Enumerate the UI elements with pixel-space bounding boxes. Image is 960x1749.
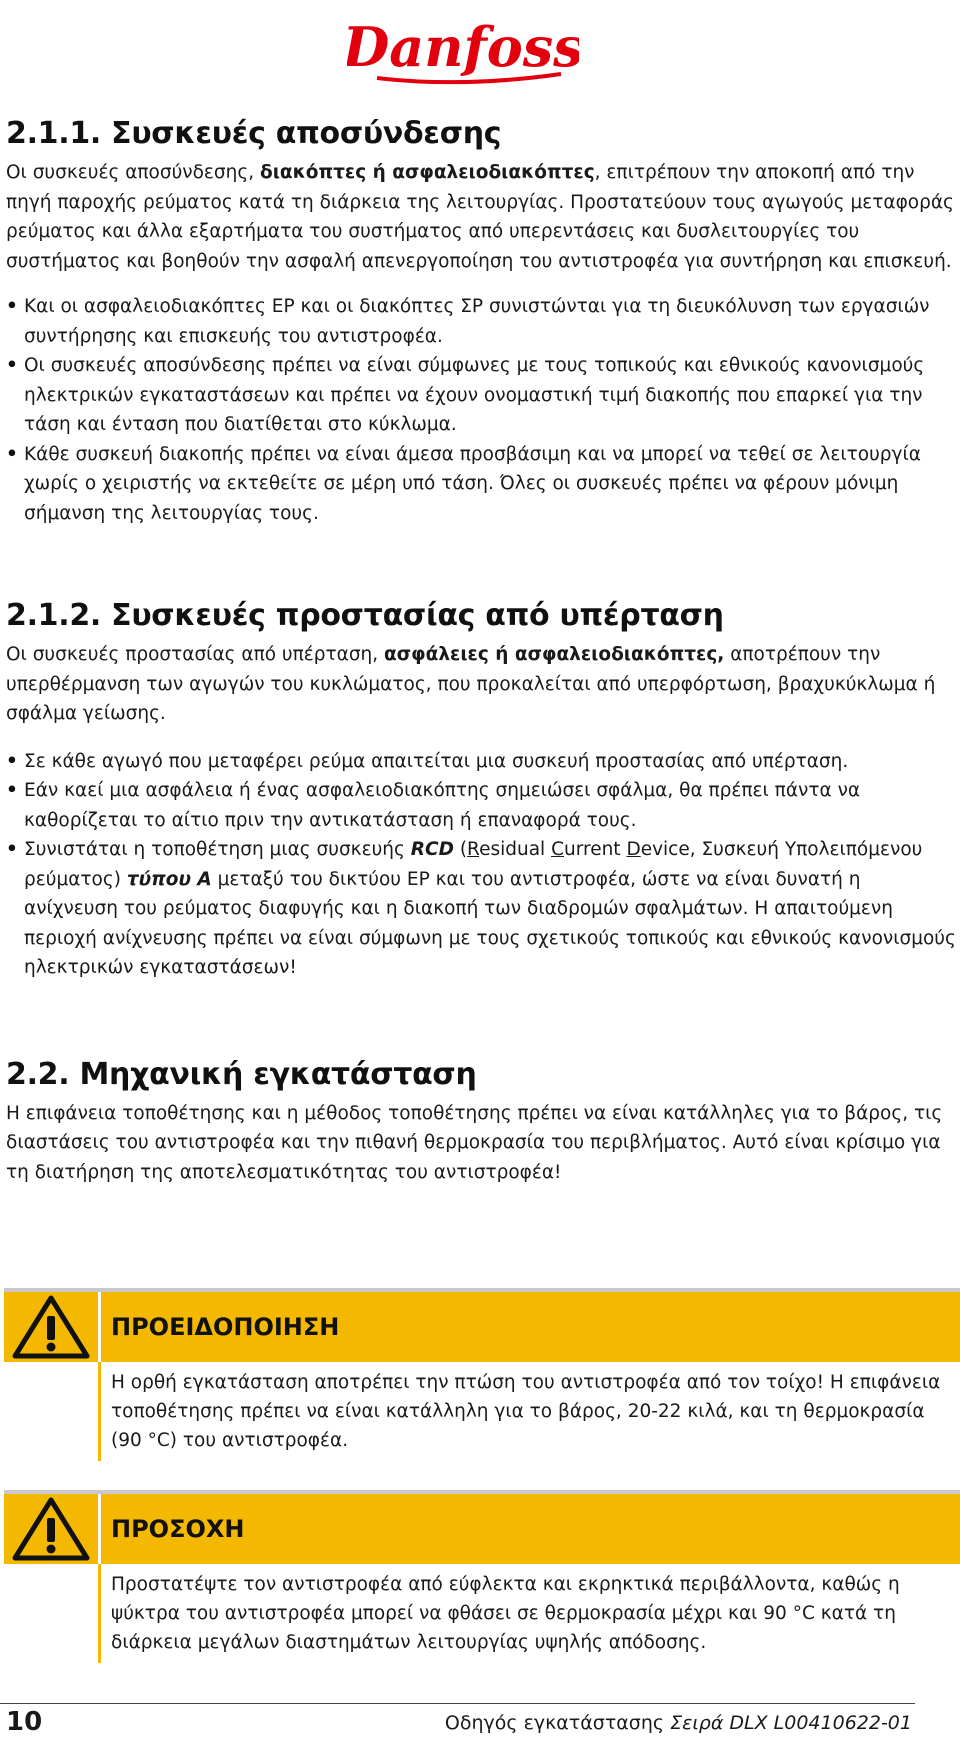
warning-body (4, 1362, 960, 1461)
underlined-letter: R (467, 839, 480, 860)
caution-title: ΠΡΟΣΟΧΗ (111, 1515, 245, 1543)
section-mechanical-installation (6, 1057, 956, 1188)
text: μεταξύ του δικτύου ΕΡ και του αντιστροφέα, ώστε να είναι δυνατή η ανίχνευση του ρεύματος διαφυγής και η διακοπή των διαδρομών σφαλμάτων. Η απαιτούμενη περιοχή ανίχνευσης πρέπει να είναι σύμφωνη με τους σχετικούς τοπικούς και εθνικούς κανονισμούς ηλεκτρικών εγκαταστάσεων! (24, 868, 956, 978)
list-item (6, 835, 956, 983)
text: urrent (564, 839, 627, 860)
list-item: • Και οι ασφαλειοδιακόπτες ΕΡ και οι διακόπτες ΣΡ συνιστώνται για τη διευκόλυνση των εργασιών συντήρησης και επισκευής του αντιστροφέα. (6, 292, 956, 351)
section-heading: 2.1.2. Συσκευές προστασίας από υπέρταση (6, 598, 724, 633)
list-item: • Εάν καεί μια ασφάλεια ή ένας ασφαλειοδιακόπτης σημειώσει σφάλμα, θα πρέπει πάντα να καθορίζεται το αίτιο πριν την αντικατάσταση ή επαναφορά τους. (6, 776, 956, 835)
section-overcurrent-protection (6, 598, 956, 983)
list-item: • Σε κάθε αγωγό που μεταφέρει ρεύμα απαιτείται μια συσκευή προστασίας από υπέρταση. (6, 747, 956, 777)
page-number: 10 (6, 1707, 43, 1737)
bullet-list (6, 292, 956, 528)
text: αποτρέπουν την υπερθέρμανση των αγωγών του κυκλώματος, που προκαλείται από υπερφόρτωση, βραχυκύκλωμα ή σφάλμα γείωσης. (6, 644, 936, 724)
warning-triangle-icon (4, 1494, 101, 1564)
section-disconnect-devices (6, 116, 956, 528)
warning-header (4, 1288, 960, 1362)
paragraph: Η επιφάνεια τοποθέτησης και η μέθοδος τοποθέτησης πρέπει να είναι κατάλληλες για το βάρος, τις διαστάσεις του αντιστροφέα και την πιθανή θερμοκρασία του περιβλήματος. Αυτό είναι κρίσιμο για τη διατήρηση της αποτελεσματικότητας του αντιστροφέα! (6, 1102, 943, 1183)
bold-text: ασφάλειες ή ασφαλειοδιακόπτες, (384, 644, 725, 665)
list-item: • Κάθε συσκευή διακοπής πρέπει να είναι άμεσα προσβάσιμη και να μπορεί να τεθεί σε λειτουργία χωρίς ο χειριστής να εκτεθείτε σε μέρη υπό τάση. Όλες οι συσκευές πρέπει να φέρουν μόνιμη σήμανση της λειτουργίας τους. (6, 440, 956, 529)
caution-header (4, 1490, 960, 1564)
warning-text: Η ορθή εγκατάσταση αποτρέπει την πτώση του αντιστροφέα από τον τοίχο! Η επιφάνεια τοποθέτησης πρέπει να είναι κατάλληλη για το βάρος, 20-22 κιλά, και τη θερμοκρασία (90 °C) του αντιστροφέα. (111, 1372, 941, 1451)
footer-document-title (445, 1712, 912, 1734)
text: Οι συσκευές προστασίας από υπέρταση, (6, 644, 385, 665)
text: ( (453, 839, 468, 860)
section-heading: 2.1.1. Συσκευές αποσύνδεσης (6, 116, 502, 151)
text: Οδηγός εγκατάστασης (444, 1712, 671, 1734)
footer-divider (0, 1703, 915, 1704)
underlined-letter: D (626, 839, 641, 860)
underlined-letter: C (551, 839, 564, 860)
caution-text: Προστατέψτε τον αντιστροφέα από εύφλεκτα και εκρηκτικά περιβάλλοντα, καθώς η ψύκτρα του αντιστροφέα μπορεί να φθάσει σε θερμοκρασία μέχρι και 90 °C κατά τη διάρκεια μεγάλων διαστημάτων λειτουργίας υψηλής απόδοσης. (111, 1574, 900, 1653)
bold-text: διακόπτες ή ασφαλειοδιακόπτες (260, 162, 595, 183)
text: evice, Συσκευή Υπολειπόμενου ρεύματος) (24, 839, 923, 890)
danfoss-logo (347, 4, 579, 94)
text: , επιτρέπουν την αποκοπή από την πηγή παροχής ρεύματος κατά τη διάρκεια της λειτουργίας. Προστατεύουν τους αγωγούς μεταφοράς ρεύματος και άλλα εξαρτήματα του συστήματος από υπερεντάσεις και δυσλειτουργίες του συστήματος και βοηθούν την ασφαλή απενεργοποίηση του αντιστροφέα για συντήρηση και επισκευή. (6, 162, 954, 272)
text: esidual (479, 839, 552, 860)
caution-box (4, 1490, 960, 1663)
rcd-term: RCD (410, 839, 454, 860)
section-heading: 2.2. Μηχανική εγκατάσταση (6, 1056, 477, 1092)
text: Συνιστάται η τοποθέτηση μιας συσκευής (24, 839, 411, 860)
warning-box (4, 1288, 960, 1461)
paragraph (6, 158, 956, 276)
type-a-term: τύπου Α (126, 868, 212, 890)
bullet-list (6, 747, 956, 983)
caution-body (4, 1564, 960, 1663)
series-name: Σειρά DLX L00410622-01 (670, 1712, 912, 1734)
paragraph (6, 640, 956, 729)
warning-triangle-icon (4, 1292, 101, 1362)
text: Οι συσκευές αποσύνδεσης, (6, 162, 261, 183)
list-item: • Οι συσκευές αποσύνδεσης πρέπει να είναι σύμφωνες με τους τοπικούς και εθνικούς κανονισμούς ηλεκτρικών εγκαταστάσεων και πρέπει να έχουν ονομαστική τιμή διακοπής που επαρκεί για την τάση και ένταση που διατίθεται στο κύκλωμα. (6, 351, 956, 440)
warning-title: ΠΡΟΕΙΔΟΠΟΙΗΣΗ (111, 1313, 340, 1341)
page-content (6, 116, 956, 1187)
logo-wordmark: Danfoss (347, 15, 579, 79)
